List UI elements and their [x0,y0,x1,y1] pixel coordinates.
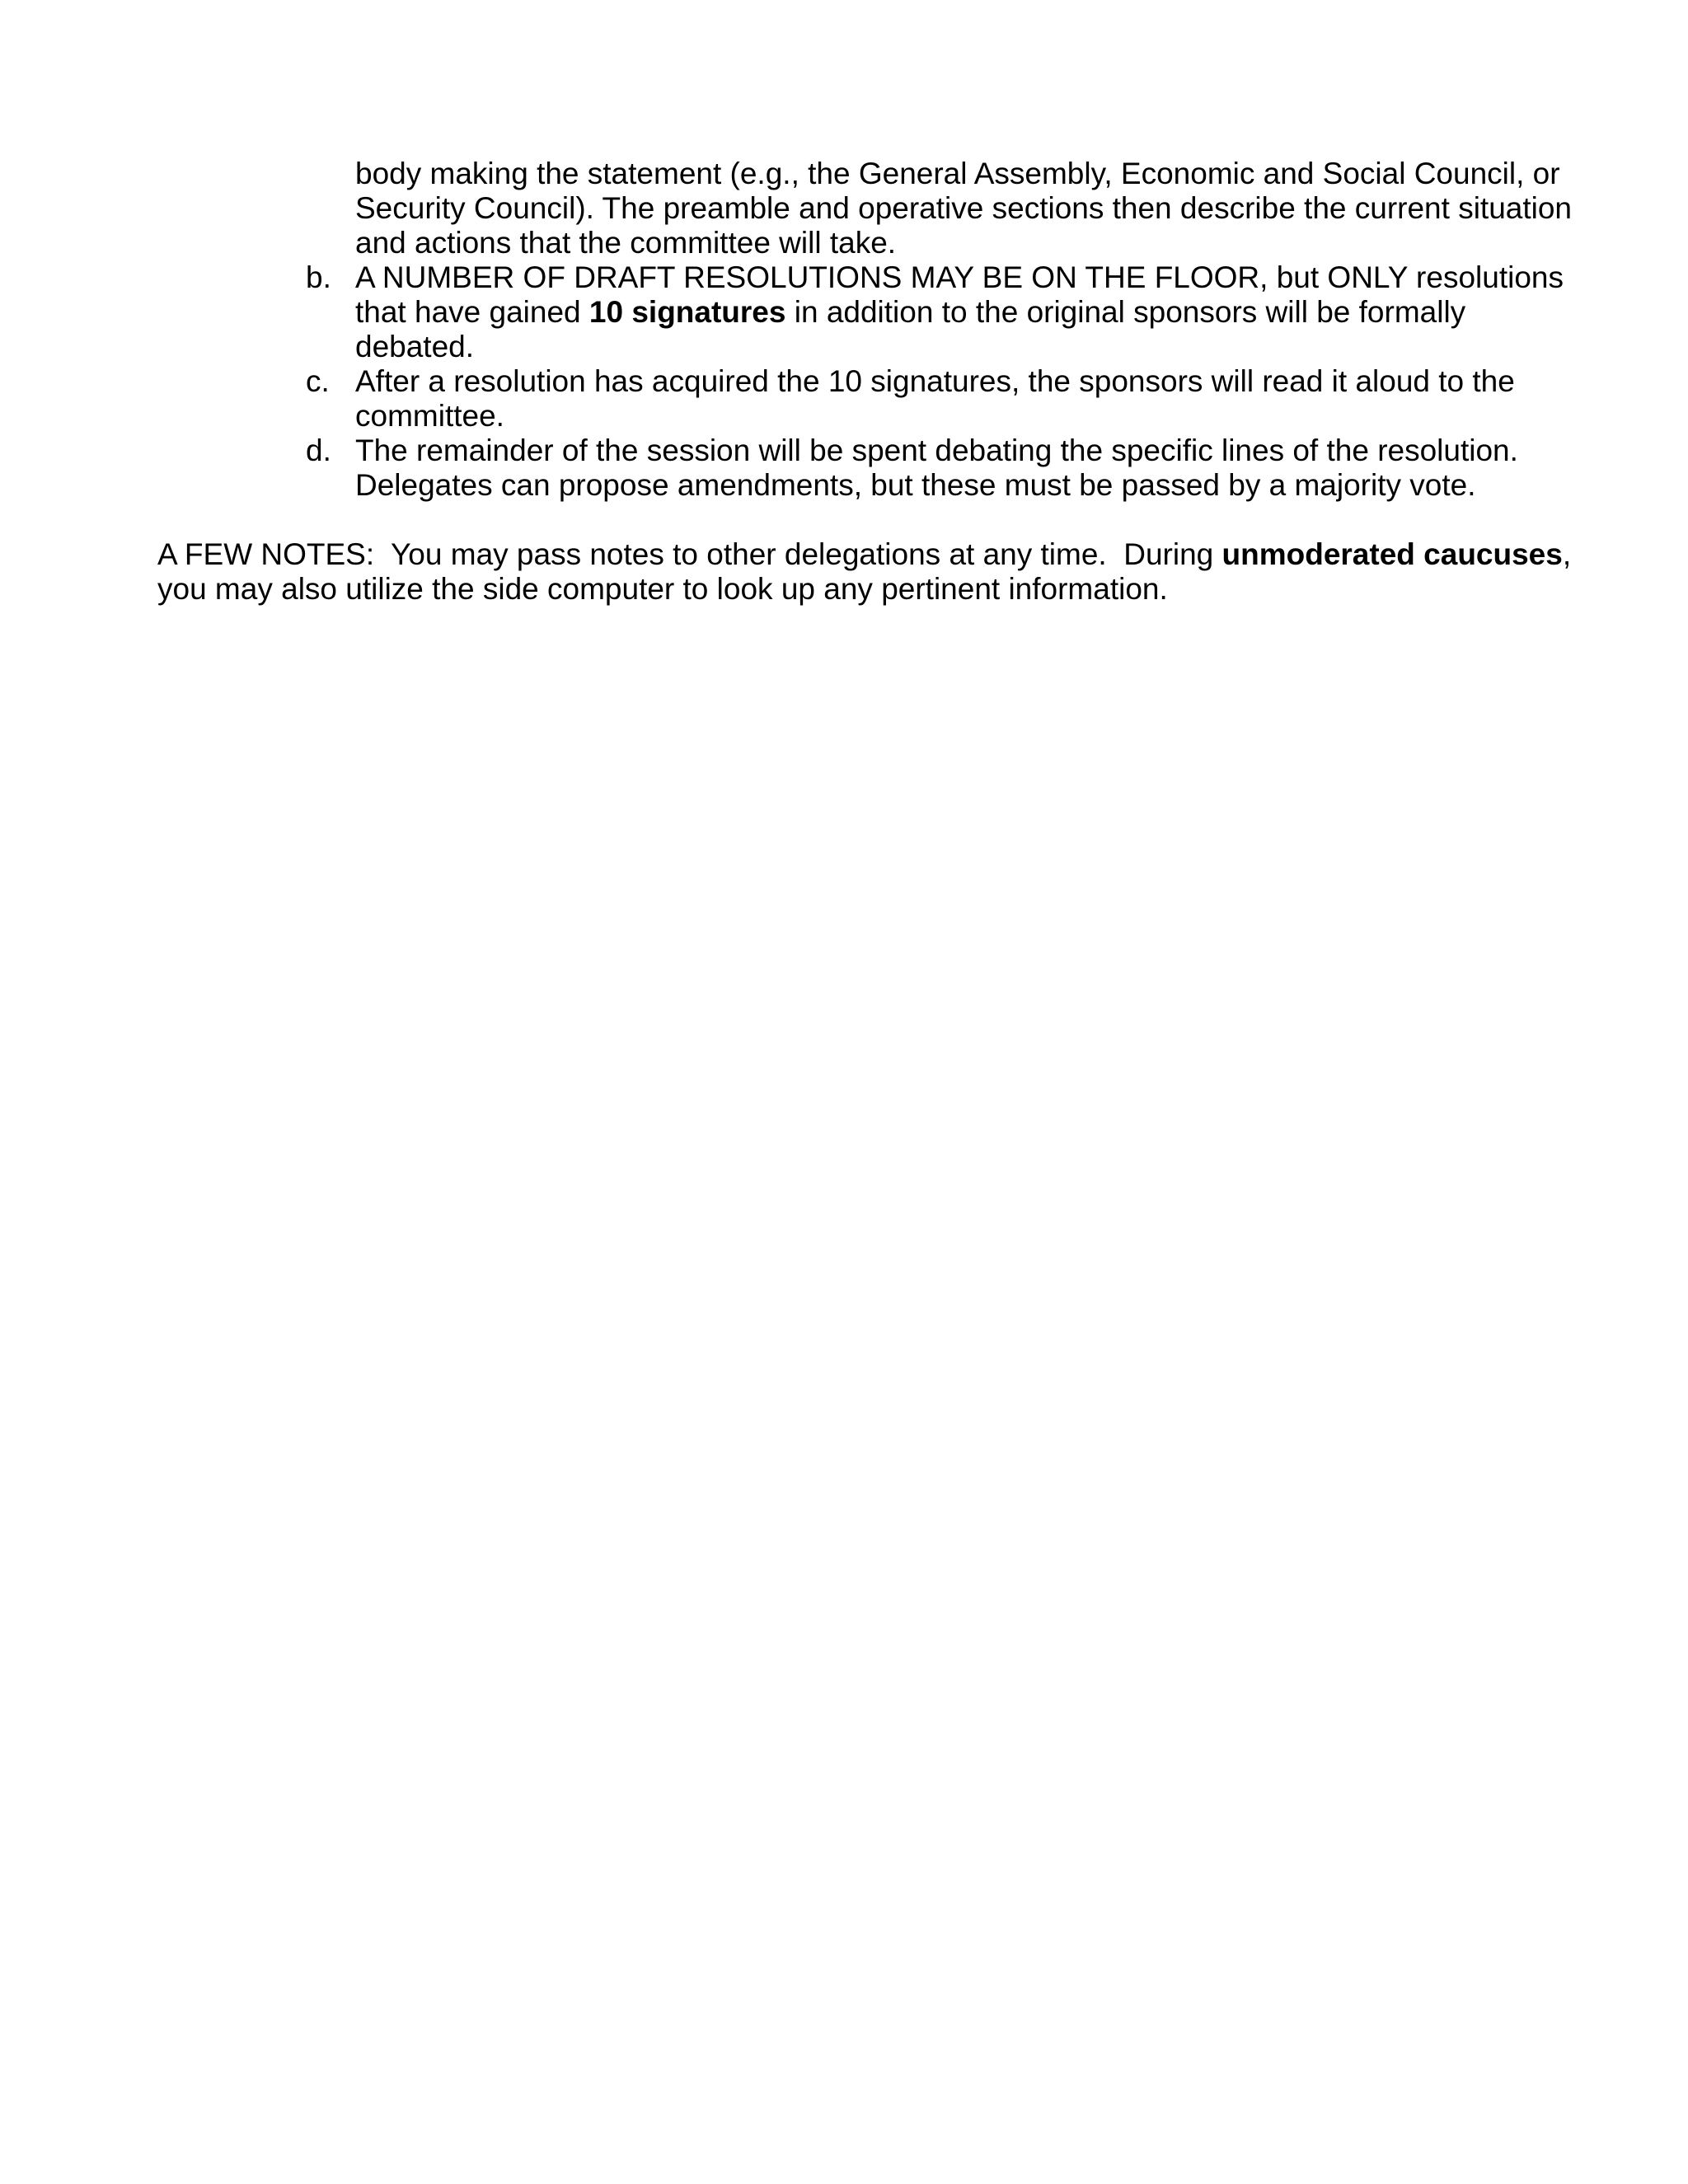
notes-text-part: A FEW NOTES: You may pass notes to other delegations at any time. During [157,537,1222,571]
list-item-text: The remainder of the session will be spent debating the specific lines of the resolution. Delegates can propose amendments, but these must be passed by a majority vote. [355,434,1518,502]
list-item-text-part: in addition to the original sponsors will be formally debated. [355,295,1466,363]
continuation-paragraph: body making the statement (e.g., the General Assembly, Economic and Social Council, or Security Council). The preamble and operative sections then describe the current situation and actions that the committee will take. [355,157,1573,260]
list-marker: b. [306,260,331,294]
notes-paragraph [157,537,1575,607]
list-item-text [355,260,1575,364]
list-marker: d. [306,434,331,467]
list-item-b [306,260,1575,364]
bold-signatures: 10 signatures [588,295,786,329]
resolution-steps-list [306,260,1575,503]
notes-text-part: , you may also utilize the side computer to look up any pertinent information. [157,537,1572,606]
list-item-d [306,434,1575,503]
list-item-c [306,364,1575,434]
list-marker: c. [306,364,330,398]
list-item-text: After a resolution has acquired the 10 signatures, the sponsors will read it aloud to the committee. [355,364,1515,433]
list-item-text-part: A NUMBER OF DRAFT RESOLUTIONS MAY BE ON THE FLOOR, but ONLY resolutions that have gained [355,260,1564,329]
bold-unmoderated-caucuses: unmoderated caucuses [1221,537,1563,571]
